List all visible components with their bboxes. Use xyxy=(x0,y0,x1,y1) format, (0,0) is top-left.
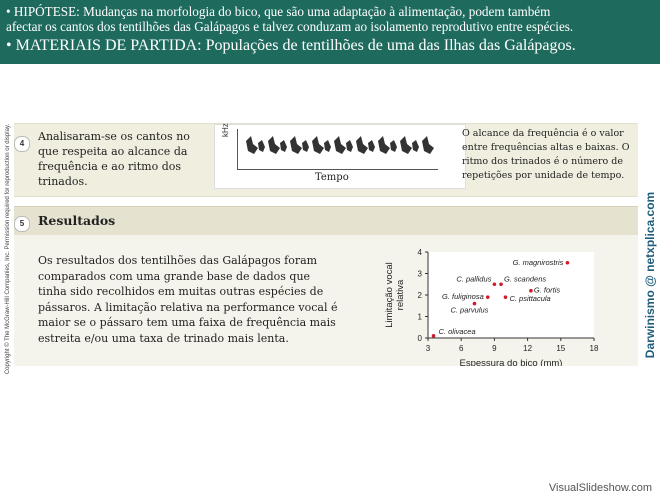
data-point-label: G. fuliginosa xyxy=(442,292,484,302)
materials-line: • MATERIAIS DE PARTIDA: Populações de tentilhões de uma das Ilhas das Galápagos. xyxy=(6,37,576,54)
data-point-label: C. parvulus xyxy=(450,305,489,315)
x-axis-label: Espessura do bico (mm) xyxy=(459,358,563,366)
y-tick-label: 0 xyxy=(417,334,422,343)
data-point-label: G. magnirostris xyxy=(512,257,564,267)
copyright-notice: Copyright © The McGraw-Hill Companies, Inc. Permission required for reproduction or display. xyxy=(5,123,11,375)
step-5-badge: 5 xyxy=(14,216,30,232)
spectrogram xyxy=(214,124,466,189)
x-tick-label: 12 xyxy=(523,344,533,353)
data-point xyxy=(529,289,533,293)
scatter-chart-svg xyxy=(378,238,628,366)
data-point xyxy=(493,282,497,286)
data-point-label: C. psittacula xyxy=(509,294,551,304)
data-point xyxy=(504,295,508,299)
x-tick-label: 15 xyxy=(556,344,566,353)
results-text: Os resultados dos tentilhões das Galápagos foram comparados com uma grande base de dados que tinha sido recolhidos em muitas outras espécies de pássaros. A limitação relativa na performance vocal é maior se o pássaro tem uma faixa de frequência mais estreita e/ou uma taxa de trinado mais lenta. xyxy=(38,254,338,345)
footer-credit: VisualSlideshow.com xyxy=(548,482,652,494)
data-point xyxy=(486,295,490,299)
data-point-label: G. fortis xyxy=(533,285,561,295)
spectrogram-syllables-icon xyxy=(238,129,438,169)
data-point-label: G. scandens xyxy=(504,274,547,284)
results-title-bar xyxy=(14,206,638,235)
x-tick-label: 6 xyxy=(458,344,464,353)
y-tick-label: 1 xyxy=(417,312,422,322)
data-point-label: C. pallidus xyxy=(456,274,492,284)
hypothesis-line-2: afectar os cantos dos tentilhões das Galápagos e talvez conduzam ao isolamento reprodutivo entre espécies. xyxy=(6,19,574,34)
hypothesis-line-1: • HIPÓTESE: Mudanças na morfologia do bico, que são uma adaptação à alimentação, podem também xyxy=(6,4,551,19)
x-tick-label: 3 xyxy=(425,344,431,353)
step-4-text: Analisaram-se os cantos no que respeita ao alcance da frequência e ao ritmo dos trinados. xyxy=(38,130,190,188)
data-point xyxy=(432,334,436,338)
watermark-text: Darwinismo @ netxplica.com xyxy=(643,191,657,359)
spectrogram-axes xyxy=(237,129,438,170)
y-axis-label: Limitação vocalrelativa xyxy=(384,262,406,328)
data-point xyxy=(566,261,570,265)
y-tick-label: 3 xyxy=(417,269,422,279)
slide-header xyxy=(0,0,660,64)
spectrogram-x-label: Tempo xyxy=(315,172,349,183)
scatter-chart xyxy=(378,238,628,366)
step-4-explanation: O alcance da frequência é o valor entre frequências altas e baixas. O ritmo dos trinados é o número de repetições por unidade de tempo. xyxy=(462,128,630,181)
y-tick-label: 4 xyxy=(417,248,422,257)
data-point-label: C. olivacea xyxy=(438,326,476,336)
y-tick-label: 2 xyxy=(417,291,422,300)
data-point xyxy=(499,282,503,286)
step-4-panel xyxy=(14,123,638,197)
step-4-badge: 4 xyxy=(14,136,30,152)
spectrogram-y-label: kHz xyxy=(221,123,230,137)
x-tick-label: 9 xyxy=(492,344,497,353)
x-tick-label: 18 xyxy=(589,344,599,353)
results-title: Resultados xyxy=(38,213,116,228)
